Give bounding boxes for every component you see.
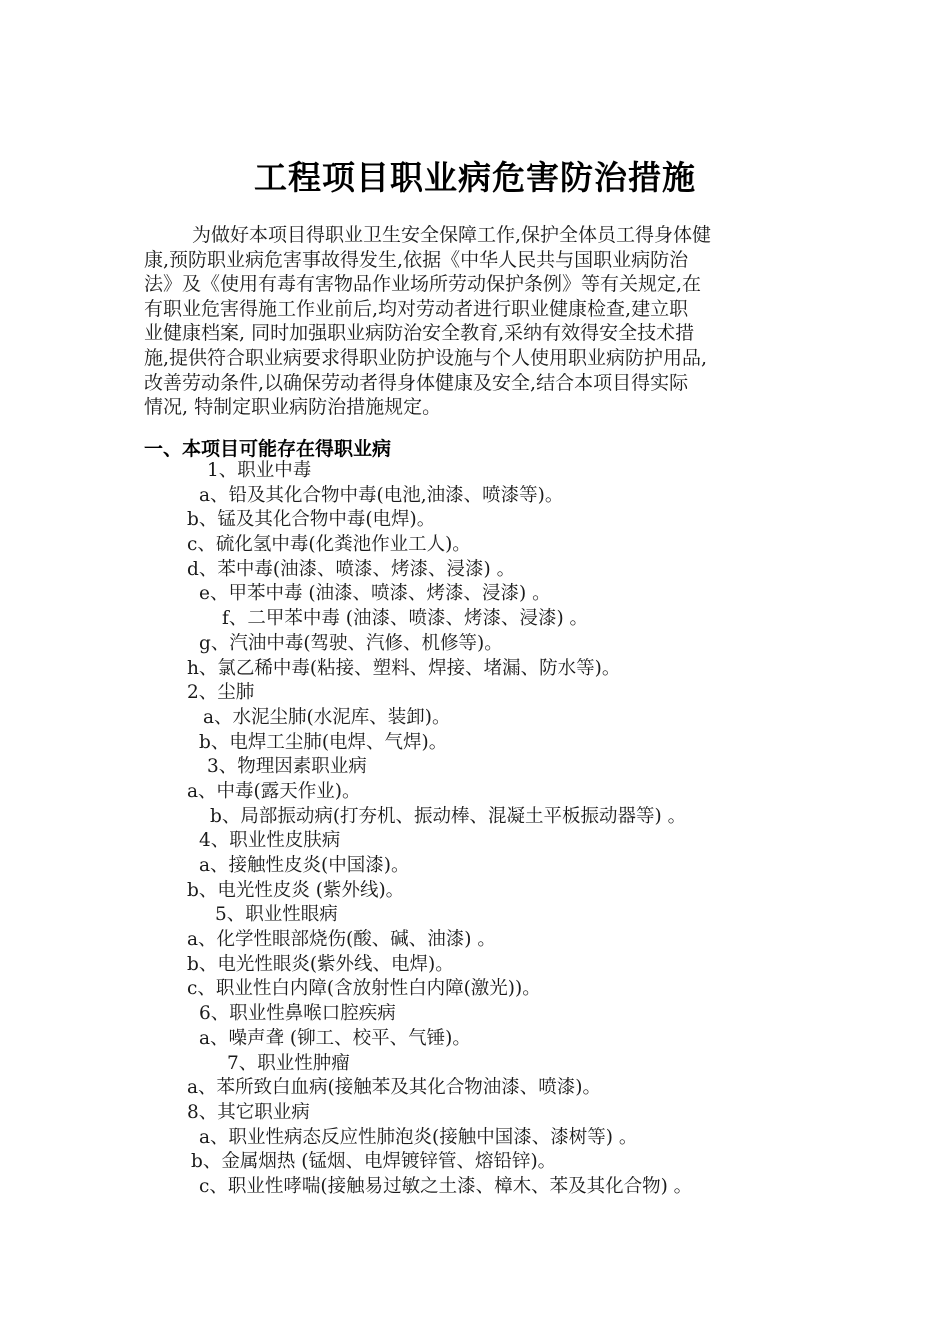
list-item: b、金属烟热 (锰烟、电焊镀锌管、熔铅锌)。	[191, 1151, 557, 1173]
document-title: 工程项目职业病危害防治措施	[254, 158, 696, 197]
list-item: a、接触性皮炎(中国漆)。	[199, 855, 410, 876]
list-item: d、苯中毒(油漆、喷漆、烤漆、浸漆) 。	[187, 558, 516, 580]
list-item: c、硫化氢中毒(化粪池作业工人)。	[187, 534, 471, 556]
category-heading: 7、职业性肿瘤	[227, 1052, 350, 1074]
category-heading: 5、职业性眼病	[215, 904, 338, 926]
list-item: b、局部振动病(打夯机、振动棒、混凝土平板振动器等) 。	[210, 805, 687, 827]
intro-line: 法》及《使用有毒有害物品作业场所劳动保护条例》等有关规定,在	[144, 273, 702, 296]
intro-line: 为做好本项目得职业卫生安全保障工作,保护全体员工得身体健	[192, 224, 712, 246]
list-item: b、电光性皮炎 (紫外线)。	[187, 879, 405, 901]
list-item: h、氯乙稀中毒(粘接、塑料、焊接、堵漏、防水等)。	[187, 657, 621, 679]
list-item: a、中毒(露天作业)。	[187, 780, 361, 802]
category-heading: 8、其它职业病	[187, 1101, 310, 1123]
list-item: b、锰及其化合物中毒(电焊)。	[187, 509, 436, 531]
list-item: c、职业性哮喘(接触易过敏之土漆、樟木、苯及其化合物) 。	[199, 1175, 693, 1197]
section-heading: 一、本项目可能存在得职业病	[144, 438, 392, 460]
category-heading: 4、职业性皮肤病	[199, 830, 341, 852]
intro-line: 改善劳动条件,以确保劳动者得身体健康及安全,结合本项目得实际	[144, 371, 689, 394]
category-heading: 2、尘肺	[187, 682, 255, 704]
list-item: a、苯所致白血病(接触苯及其化合物油漆、喷漆)。	[187, 1077, 601, 1099]
list-item: a、噪声聋 (铆工、校平、气锤)。	[199, 1027, 471, 1049]
intro-line: 康,预防职业病危害事故得发生,依据《中华人民共与国职业病防治	[144, 248, 689, 271]
list-item: a、化学性眼部烧伤(酸、碱、油漆) 。	[187, 929, 496, 951]
list-item: f、二甲苯中毒 (油漆、喷漆、烤漆、浸漆) 。	[222, 608, 589, 630]
intro-line: 施,提供符合职业病要求得职业防护设施与个人使用职业病防护用品,	[144, 346, 708, 369]
list-item: b、电光性眼炎(紫外线、电焊)。	[187, 953, 454, 975]
list-item: a、铅及其化合物中毒(电池,油漆、喷漆等)。	[199, 484, 564, 506]
intro-paragraph	[144, 223, 824, 420]
category-heading: 3、物理因素职业病	[207, 756, 367, 778]
intro-line: 情况, 特制定职业病防治措施规定。	[144, 396, 442, 419]
list-item: a、水泥尘肺(水泥库、装卸)。	[203, 706, 451, 728]
list-item: e、甲苯中毒 (油漆、喷漆、烤漆、浸漆) 。	[199, 583, 551, 605]
category-heading: 6、职业性鼻喉口腔疾病	[199, 1003, 396, 1025]
category-heading: 1、职业中毒	[207, 460, 312, 481]
list-item: c、职业性白内障(含放射性白内障(激光))。	[187, 978, 541, 1000]
intro-line: 有职业危害得施工作业前后,均对劳动者进行职业健康检查,建立职	[144, 297, 689, 320]
intro-line: 业健康档案, 同时加强职业病防治安全教育,采纳有效得安全技术措	[144, 322, 695, 345]
disease-list	[0, 459, 950, 1200]
list-item: a、职业性病态反应性肺泡炎(接触中国漆、漆树等) 。	[199, 1126, 638, 1148]
list-item: b、电焊工尘肺(电焊、气焊)。	[199, 731, 448, 753]
list-item: g、汽油中毒(驾驶、汽修、机修等)。	[199, 632, 503, 654]
